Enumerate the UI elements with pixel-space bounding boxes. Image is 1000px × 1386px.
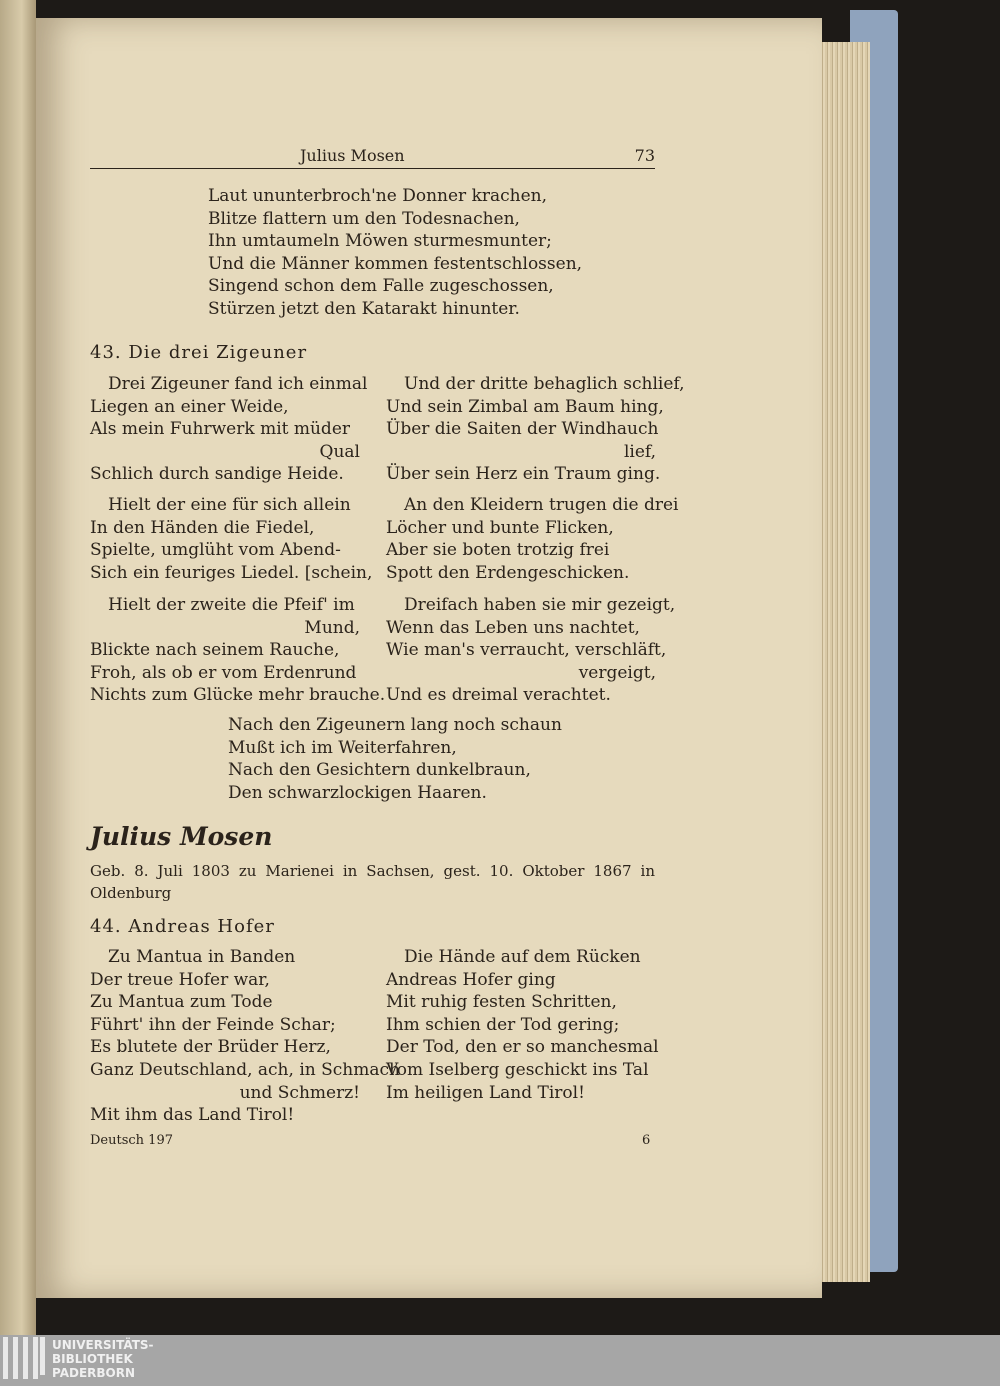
verse-line: Zu Mantua zum Tode — [90, 992, 273, 1013]
poem-43-left-stanza-2 — [90, 494, 373, 584]
poem-43-right-stanza-3 — [386, 594, 676, 707]
poem-43-left-stanza-3 — [90, 594, 386, 707]
verse-line: Die Hände auf dem Rücken — [404, 947, 641, 967]
verse-line: Nichts zum Glücke mehr brauche. — [90, 685, 386, 706]
verse-line: Ihm schien der Tod gering; — [386, 1014, 620, 1035]
verse-line: Sich ein feuriges Liedel. [schein, — [90, 562, 373, 583]
verse-line: Und die Männer kommen festentschlossen, — [208, 253, 583, 274]
verse-line: Drei Zigeuner fand ich einmal — [108, 374, 368, 394]
signature-mark: Deutsch 197 — [90, 1133, 173, 1148]
verse-line: Über die Saiten der Windhauch — [386, 419, 659, 440]
poem-44-right-column — [386, 946, 659, 1104]
poem-43-right-stanza-2 — [386, 494, 679, 584]
poem-44-title: 44. Andreas Hofer — [90, 916, 275, 937]
verse-line: Qual — [319, 441, 360, 462]
author-bio-line: Oldenburg — [90, 884, 172, 902]
verse-line: Der treue Hofer war, — [90, 969, 270, 990]
verse-line: Und der dritte behaglich schlief, — [404, 374, 685, 394]
verse-line: Nach den Zigeunern lang noch schaun — [228, 715, 562, 735]
author-bio — [90, 860, 655, 904]
logo-line: PADERBORN — [52, 1366, 136, 1380]
verse-line: Mit ruhig festen Schritten, — [386, 992, 617, 1013]
library-logo-icon — [0, 1337, 45, 1384]
page-edges — [815, 42, 870, 1282]
running-header — [90, 146, 655, 169]
verse-line: Zu Mantua in Banden — [108, 947, 296, 967]
verse-line: Blitze flattern um den Todesnachen, — [208, 208, 520, 229]
verse-line: Löcher und bunte Flicken, — [386, 517, 614, 538]
verse-line: Und sein Zimbal am Baum hing, — [386, 396, 664, 417]
verse-line: Der Tod, den er so manchesmal — [386, 1037, 659, 1058]
verse-line: Als mein Fuhrwerk mit müder — [90, 419, 351, 440]
verse-line: Mund, — [304, 617, 360, 638]
logo-line: UNIVERSITÄTS- — [52, 1338, 154, 1352]
verse-line: Dreifach haben sie mir gezeigt, — [404, 595, 676, 615]
author-bio-line: Geb. 8. Juli 1803 zu Marienei in Sachsen, gest. 10. Oktober 1867 in — [90, 862, 655, 880]
verse-line: Spielte, umglüht vom Abend- — [90, 540, 341, 561]
verse-line: Andreas Hofer ging — [386, 969, 556, 990]
verse-line: In den Händen die Fiedel, — [90, 517, 315, 538]
verse-line: Froh, als ob er vom Erdenrund — [90, 662, 357, 683]
running-title: Julius Mosen — [300, 146, 405, 165]
verse-line: Ganz Deutschland, ach, in Schmach — [90, 1059, 400, 1080]
verse-line: vergeigt, — [578, 662, 656, 683]
verse-line: und Schmerz! — [239, 1082, 360, 1103]
author-heading: Julius Mosen — [90, 822, 273, 851]
verse-line: Liegen an einer Weide, — [90, 396, 289, 417]
verse-line: Stürzen jetzt den Katarakt hinunter. — [208, 298, 520, 319]
verse-line: Spott den Erdengeschicken. — [386, 562, 630, 583]
verse-line: An den Kleidern trugen die drei — [404, 495, 679, 515]
poem-43-title: 43. Die drei Zigeuner — [90, 342, 308, 363]
verse-line: Wie man's verraucht, verschläft, — [386, 640, 667, 661]
verse-line: Über sein Herz ein Traum ging. — [386, 464, 661, 485]
library-banner — [0, 1335, 1000, 1386]
poem-43-right-stanza-1 — [386, 373, 685, 486]
verse-line: Hielt der zweite die Pfeif' im — [108, 595, 355, 615]
verse-line: Mußt ich im Weiterfahren, — [228, 737, 457, 758]
verse-line: Mit ihm das Land Tirol! — [90, 1105, 295, 1126]
stanza-top — [208, 185, 582, 321]
verse-line: lief, — [623, 441, 656, 462]
verse-line: Im heiligen Land Tirol! — [386, 1082, 585, 1103]
verse-line: Führt' ihn der Feinde Schar; — [90, 1014, 336, 1035]
verse-line: Singend schon dem Falle zugeschossen, — [208, 276, 554, 297]
verse-line: Und es dreimal verachtet. — [386, 685, 611, 706]
verse-line: Blickte nach seinem Rauche, — [90, 640, 340, 661]
verse-line: Wenn das Leben uns nachtet, — [386, 617, 640, 638]
poem-44-left-column — [90, 946, 400, 1127]
page-number: 73 — [634, 146, 655, 165]
poem-43-left-stanza-1 — [90, 373, 368, 486]
facing-page-edge — [0, 0, 36, 1335]
verse-line: Schlich durch sandige Heide. — [90, 464, 344, 485]
verse-line: Hielt der eine für sich allein — [108, 495, 351, 515]
verse-line: Laut ununterbroch'ne Donner krachen, — [208, 186, 548, 206]
library-logo-text — [52, 1338, 154, 1380]
verse-line: Aber sie boten trotzig frei — [386, 540, 610, 561]
verse-line: Es blutete der Brüder Herz, — [90, 1037, 331, 1058]
poem-43-final-stanza — [228, 714, 562, 804]
logo-line: BIBLIOTHEK — [52, 1352, 133, 1366]
verse-line: Nach den Gesichtern dunkelbraun, — [228, 760, 531, 781]
verse-line: Den schwarzlockigen Haaren. — [228, 782, 487, 803]
verse-line: Vom Iselberg geschickt ins Tal — [386, 1059, 649, 1080]
verse-line: Ihn umtaumeln Möwen sturmesmunter; — [208, 231, 552, 252]
sheet-number: 6 — [642, 1133, 651, 1148]
